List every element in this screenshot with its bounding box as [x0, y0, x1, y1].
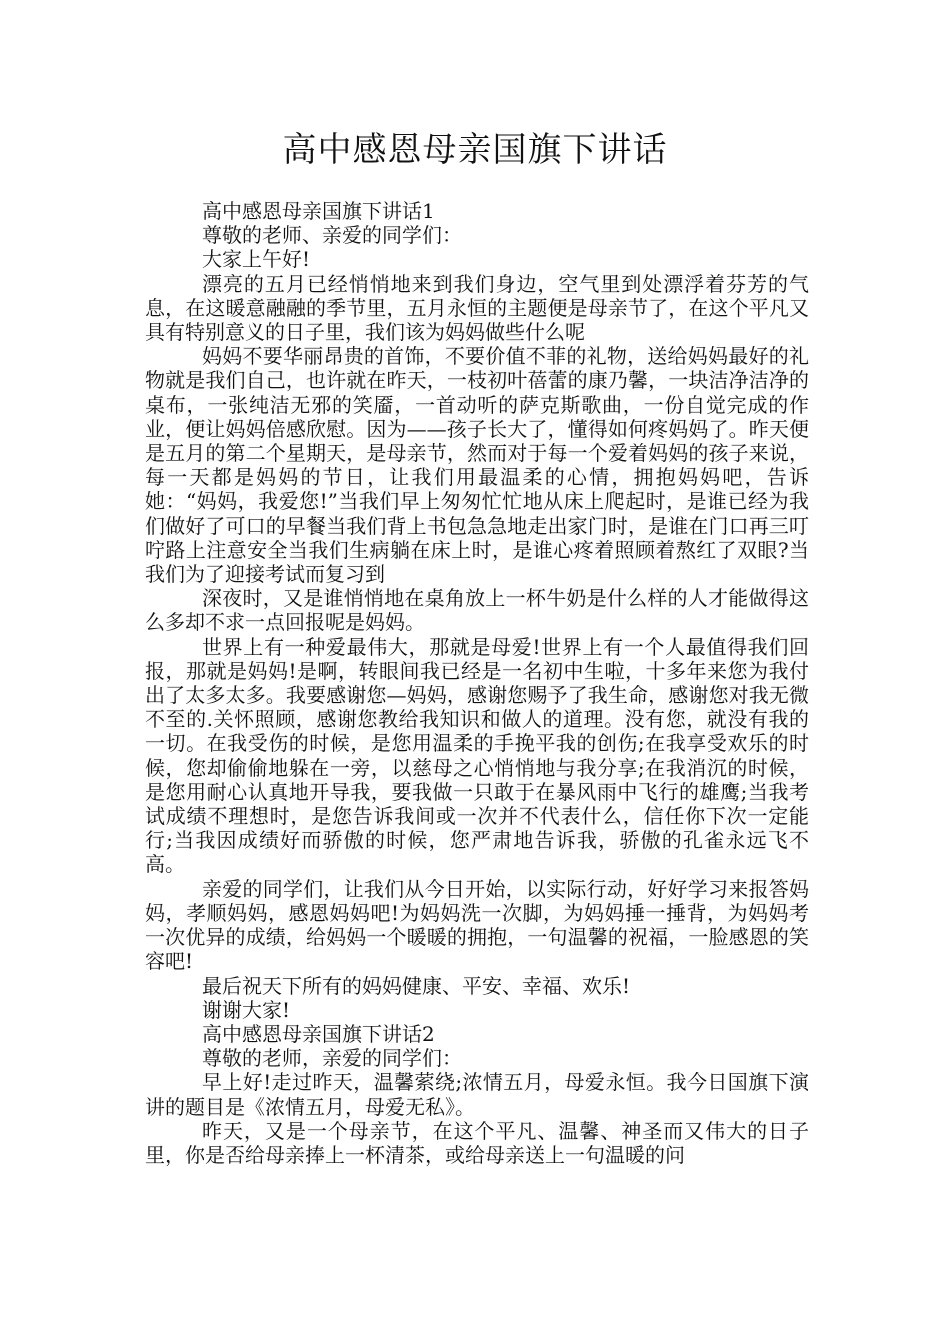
paragraph: 尊敬的老师，亲爱的同学们： — [202, 1046, 462, 1071]
paragraph: 高中感恩母亲国旗下讲话2 — [202, 1021, 435, 1046]
paragraph: 高中感恩母亲国旗下讲话1 — [202, 199, 435, 223]
paragraph: 早上好!走过昨天，温馨萦绕;浓情五月，母爱永恒。我今日国旗下演讲的题目是《浓情五月，母爱无私》。 — [145, 1070, 809, 1119]
paragraph: 亲爱的同学们，让我们从今日开始，以实际行动，好好学习来报答妈妈，孝顺妈妈，感恩妈妈吧!为妈妈洗一次脚，为妈妈捶一捶背，为妈妈考一次优异的成绩，给妈妈一个暖暖的拥抱，一句温馨的祝福，一脸感恩的笑容吧! — [145, 876, 809, 974]
paragraph: 漂亮的五月已经悄悄地来到我们身边，空气里到处漂浮着芬芳的气息，在这暖意融融的季节里，五月永恒的主题便是母亲节了，在这个平凡又具有特别意义的日子里，我们该为妈妈做些什么呢 — [145, 271, 809, 345]
paragraph: 大家上午好! — [202, 247, 311, 272]
document-title: 高中感恩母亲国旗下讲话 — [282, 130, 668, 170]
paragraph: 妈妈不要华丽昂贵的首饰，不要价值不菲的礼物，送给妈妈最好的礼物就是我们自己，也许就在昨天，一枝初叶蓓蕾的康乃馨，一块洁净洁净的桌布，一张纯洁无邪的笑靥，一首动听的萨克斯歌曲，一份自觉完成的作业，便让妈妈倍感欣慰。因为——孩子长大了，懂得如何疼妈妈了。昨天便是五月的第二个星期天，是母亲节，然而对于每一个爱着妈妈的孩子来说，每一天都是妈妈的节日，让我们用最温柔的心情，拥抱妈妈吧，告诉她：“妈妈，我爱您!”当我们早上匆匆忙忙地从床上爬起时，是谁已经为我们做好了可口的早餐当我们背上书包急急地走出家门时，是谁在门口再三叮咛路上注意安全当我们生病躺在床上时，是谁心疼着照顾着熬红了双眼?当我们为了迎接考试而复习到 — [145, 344, 809, 587]
paragraph: 世界上有一种爱最伟大，那就是母爱!世界上有一个人最值得我们回报，那就是妈妈!是啊，转眼间我已经是一名初中生啦，十多年来您为我付出了太多太多。我要感谢您—妈妈，感谢您赐予了我生命，感谢您对我无微不至的.关怀照顾，感谢您教给我知识和做人的道理。没有您，就没有我的一切。在我受伤的时候，是您用温柔的手挽平我的创伤;在我享受欢乐的时候，您却偷偷地躲在一旁，以慈母之心悄悄地与我分享;在我消沉的时候，是您用耐心认真地开导我，要我做一只敢于在暴风雨中飞行的雄鹰;当我考试成绩不理想时，是您告诉我间或一次并不代表什么，信任你下次一定能行;当我因成绩好而骄傲的时候，您严肃地告诉我，骄傲的孔雀永远飞不高。 — [145, 634, 809, 877]
paragraph: 尊敬的老师、亲爱的同学们： — [202, 223, 462, 248]
paragraph: 谢谢大家! — [202, 997, 291, 1022]
paragraph: 深夜时，又是谁悄悄地在桌角放上一杯牛奶是什么样的人才能做得这么多却不求一点回报呢是妈妈。 — [145, 586, 809, 635]
paragraph: 昨天，又是一个母亲节，在这个平凡、温馨、神圣而又伟大的日子里，你是否给母亲捧上一杯清茶，或给母亲送上一句温暖的问 — [145, 1118, 809, 1167]
document-body — [145, 199, 809, 1167]
paragraph: 最后祝天下所有的妈妈健康、平安、幸福、欢乐! — [202, 973, 631, 998]
